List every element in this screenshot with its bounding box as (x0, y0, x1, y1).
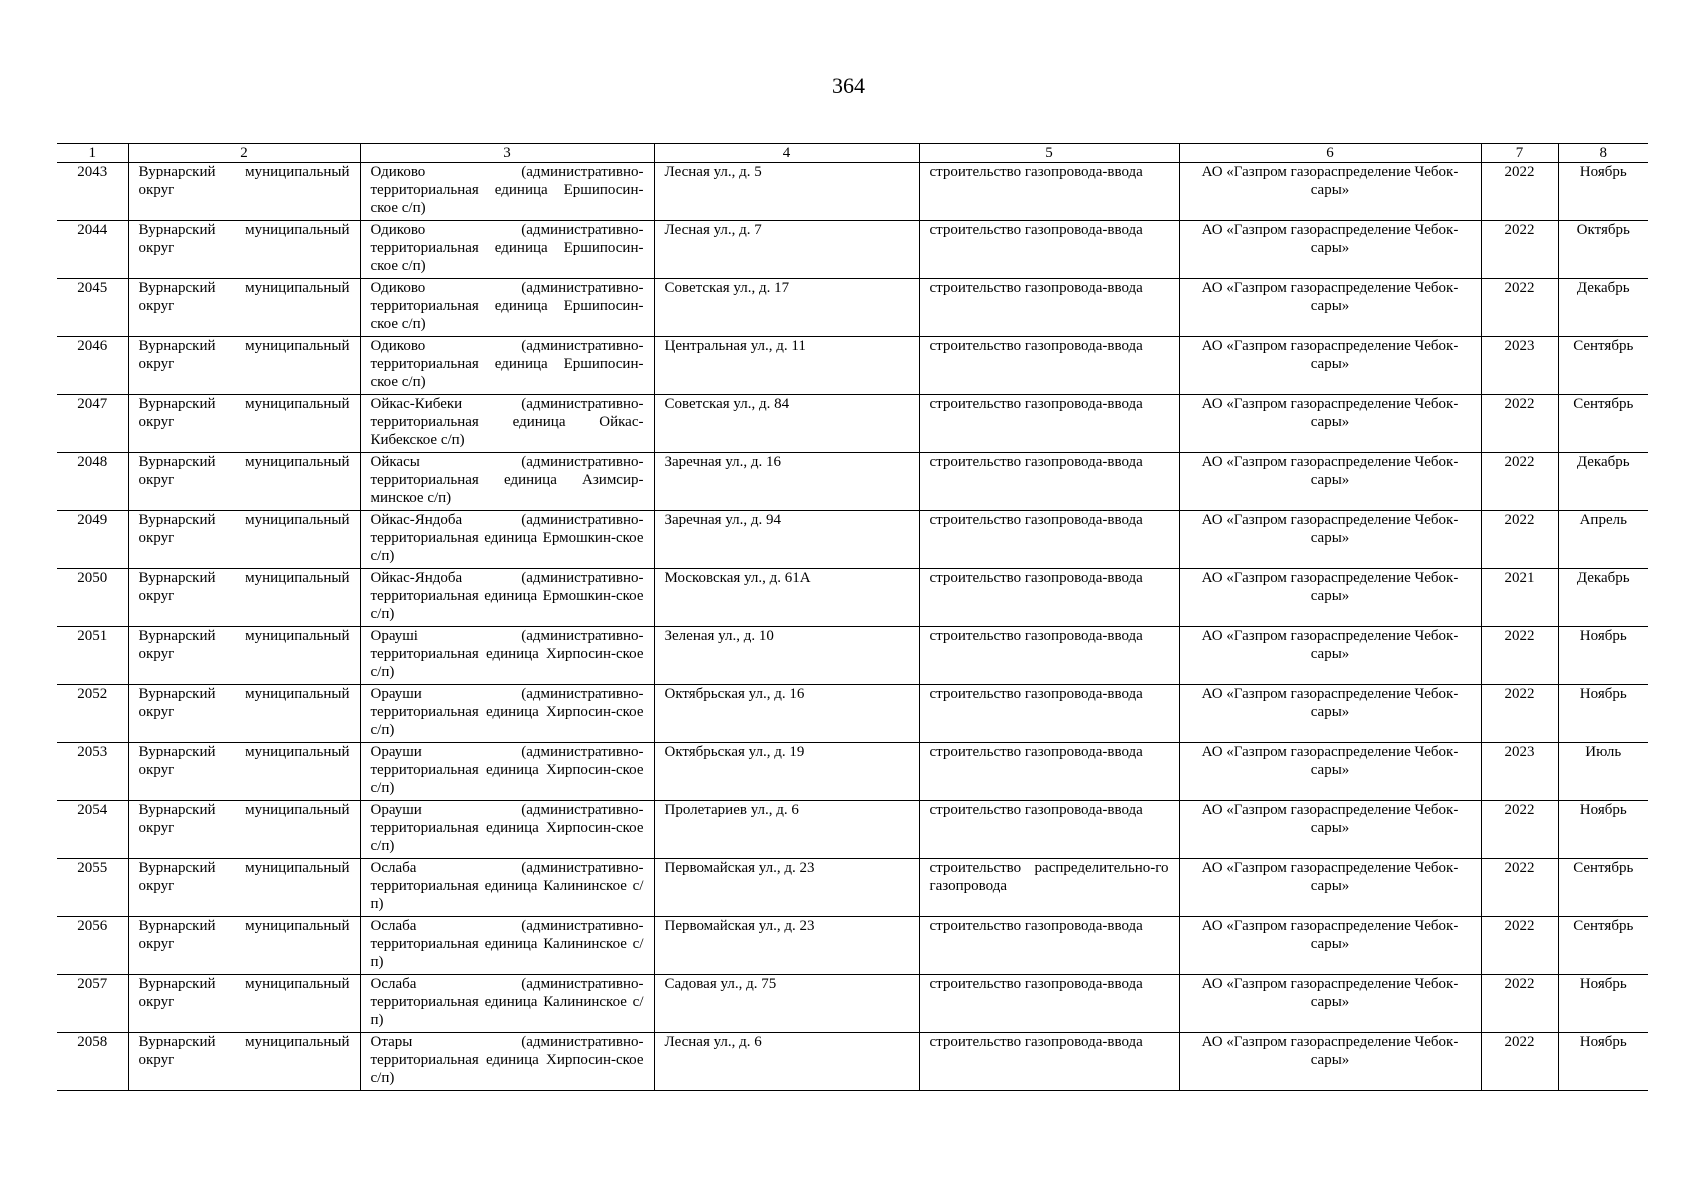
month-cell: Декабрь (1558, 453, 1648, 511)
row-number: 2054 (57, 801, 128, 859)
table-body (57, 163, 1648, 1091)
year-cell: 2022 (1481, 395, 1558, 453)
work-type-cell: строительство газопровода-ввода (919, 569, 1179, 627)
year-cell: 2022 (1481, 859, 1558, 917)
year-cell: 2022 (1481, 1033, 1558, 1091)
organization-cell: АО «Газпром газораспределение Чебок-сары» (1179, 453, 1481, 511)
work-type-cell: строительство газопровода-ввода (919, 743, 1179, 801)
locality-cell: Одиково (административно-территориальная единица Ершипосин-ское с/п) (360, 337, 654, 395)
work-type-cell: строительство газопровода-ввода (919, 975, 1179, 1033)
address-cell: Первомайская ул., д. 23 (654, 859, 919, 917)
address-cell: Лесная ул., д. 5 (654, 163, 919, 221)
address-cell: Пролетариев ул., д. 6 (654, 801, 919, 859)
work-type-cell: строительство газопровода-ввода (919, 453, 1179, 511)
locality-cell: Ойкас-Яндоба (административно-территориальная единица Ермошкин-ское с/п) (360, 569, 654, 627)
year-cell: 2022 (1481, 221, 1558, 279)
year-cell: 2022 (1481, 511, 1558, 569)
organization-cell: АО «Газпром газораспределение Чебок-сары» (1179, 801, 1481, 859)
table-row (57, 337, 1648, 395)
district-cell: Вурнарский муниципальный округ (128, 453, 360, 511)
row-number: 2049 (57, 511, 128, 569)
row-number: 2048 (57, 453, 128, 511)
row-number: 2055 (57, 859, 128, 917)
month-cell: Ноябрь (1558, 975, 1648, 1033)
organization-cell: АО «Газпром газораспределение Чебок-сары» (1179, 917, 1481, 975)
district-cell: Вурнарский муниципальный округ (128, 395, 360, 453)
district-cell: Вурнарский муниципальный округ (128, 511, 360, 569)
year-cell: 2022 (1481, 627, 1558, 685)
row-number: 2052 (57, 685, 128, 743)
column-header: 5 (919, 144, 1179, 163)
work-type-cell: строительство газопровода-ввода (919, 917, 1179, 975)
organization-cell: АО «Газпром газораспределение Чебок-сары» (1179, 975, 1481, 1033)
district-cell: Вурнарский муниципальный округ (128, 221, 360, 279)
column-header: 3 (360, 144, 654, 163)
month-cell: Ноябрь (1558, 163, 1648, 221)
work-type-cell: строительство газопровода-ввода (919, 627, 1179, 685)
month-cell: Ноябрь (1558, 1033, 1648, 1091)
locality-cell: Ослаба (административно-территориальная единица Калининское с/п) (360, 975, 654, 1033)
table-row (57, 453, 1648, 511)
year-cell: 2021 (1481, 569, 1558, 627)
month-cell: Сентябрь (1558, 337, 1648, 395)
district-cell: Вурнарский муниципальный округ (128, 279, 360, 337)
locality-cell: Отары (административно-территориальная единица Хирпосин-ское с/п) (360, 1033, 654, 1091)
table-row (57, 395, 1648, 453)
locality-cell: Одиково (административно-территориальная единица Ершипосин-ское с/п) (360, 163, 654, 221)
district-cell: Вурнарский муниципальный округ (128, 163, 360, 221)
month-cell: Декабрь (1558, 279, 1648, 337)
table-row (57, 221, 1648, 279)
row-number: 2051 (57, 627, 128, 685)
work-type-cell: строительство газопровода-ввода (919, 801, 1179, 859)
address-cell: Лесная ул., д. 7 (654, 221, 919, 279)
column-header: 4 (654, 144, 919, 163)
year-cell: 2022 (1481, 917, 1558, 975)
locality-cell: Одиково (административно-территориальная единица Ершипосин-ское с/п) (360, 221, 654, 279)
locality-cell: Ойкас-Яндоба (административно-территориальная единица Ермошкин-ское с/п) (360, 511, 654, 569)
locality-cell: Ослаба (административно-территориальная единица Калининское с/п) (360, 859, 654, 917)
month-cell: Июль (1558, 743, 1648, 801)
month-cell: Декабрь (1558, 569, 1648, 627)
address-cell: Садовая ул., д. 75 (654, 975, 919, 1033)
district-cell: Вурнарский муниципальный округ (128, 685, 360, 743)
gasification-table (57, 143, 1648, 1091)
row-number: 2043 (57, 163, 128, 221)
organization-cell: АО «Газпром газораспределение Чебок-сары» (1179, 859, 1481, 917)
organization-cell: АО «Газпром газораспределение Чебок-сары» (1179, 627, 1481, 685)
work-type-cell: строительство распределительно-го газопровода (919, 859, 1179, 917)
row-number: 2053 (57, 743, 128, 801)
organization-cell: АО «Газпром газораспределение Чебок-сары» (1179, 163, 1481, 221)
table-row (57, 627, 1648, 685)
locality-cell: Орауши (административно-территориальная единица Хирпосин-ское с/п) (360, 801, 654, 859)
year-cell: 2022 (1481, 453, 1558, 511)
organization-cell: АО «Газпром газораспределение Чебок-сары» (1179, 337, 1481, 395)
month-cell: Апрель (1558, 511, 1648, 569)
row-number: 2044 (57, 221, 128, 279)
row-number: 2057 (57, 975, 128, 1033)
address-cell: Октябрьская ул., д. 19 (654, 743, 919, 801)
month-cell: Ноябрь (1558, 627, 1648, 685)
work-type-cell: строительство газопровода-ввода (919, 1033, 1179, 1091)
row-number: 2045 (57, 279, 128, 337)
locality-cell: Орауши (административно-территориальная единица Хирпосин-ское с/п) (360, 685, 654, 743)
year-cell: 2022 (1481, 279, 1558, 337)
month-cell: Ноябрь (1558, 801, 1648, 859)
year-cell: 2023 (1481, 743, 1558, 801)
row-number: 2050 (57, 569, 128, 627)
locality-cell: Ойкасы (административно-территориальная единица Азимсир-минское с/п) (360, 453, 654, 511)
work-type-cell: строительство газопровода-ввода (919, 511, 1179, 569)
work-type-cell: строительство газопровода-ввода (919, 221, 1179, 279)
table-row (57, 1033, 1648, 1091)
organization-cell: АО «Газпром газораспределение Чебок-сары» (1179, 1033, 1481, 1091)
column-header: 7 (1481, 144, 1558, 163)
table-row (57, 511, 1648, 569)
address-cell: Октябрьская ул., д. 16 (654, 685, 919, 743)
column-header: 2 (128, 144, 360, 163)
locality-cell: Ослаба (административно-территориальная единица Калининское с/п) (360, 917, 654, 975)
work-type-cell: строительство газопровода-ввода (919, 395, 1179, 453)
address-cell: Первомайская ул., д. 23 (654, 917, 919, 975)
month-cell: Сентябрь (1558, 917, 1648, 975)
organization-cell: АО «Газпром газораспределение Чебок-сары» (1179, 743, 1481, 801)
year-cell: 2023 (1481, 337, 1558, 395)
organization-cell: АО «Газпром газораспределение Чебок-сары» (1179, 395, 1481, 453)
organization-cell: АО «Газпром газораспределение Чебок-сары» (1179, 511, 1481, 569)
organization-cell: АО «Газпром газораспределение Чебок-сары» (1179, 685, 1481, 743)
work-type-cell: строительство газопровода-ввода (919, 279, 1179, 337)
district-cell: Вурнарский муниципальный округ (128, 975, 360, 1033)
address-cell: Заречная ул., д. 16 (654, 453, 919, 511)
table-row (57, 917, 1648, 975)
address-cell: Центральная ул., д. 11 (654, 337, 919, 395)
locality-cell: Орауши (административно-территориальная единица Хирпосин-ское с/п) (360, 743, 654, 801)
table-row (57, 859, 1648, 917)
table-row (57, 279, 1648, 337)
address-cell: Советская ул., д. 84 (654, 395, 919, 453)
organization-cell: АО «Газпром газораспределение Чебок-сары» (1179, 279, 1481, 337)
month-cell: Ноябрь (1558, 685, 1648, 743)
column-header: 1 (57, 144, 128, 163)
work-type-cell: строительство газопровода-ввода (919, 337, 1179, 395)
column-header: 6 (1179, 144, 1481, 163)
work-type-cell: строительство газопровода-ввода (919, 163, 1179, 221)
district-cell: Вурнарский муниципальный округ (128, 1033, 360, 1091)
year-cell: 2022 (1481, 801, 1558, 859)
year-cell: 2022 (1481, 163, 1558, 221)
address-cell: Московская ул., д. 61А (654, 569, 919, 627)
month-cell: Сентябрь (1558, 859, 1648, 917)
address-cell: Лесная ул., д. 6 (654, 1033, 919, 1091)
work-type-cell: строительство газопровода-ввода (919, 685, 1179, 743)
row-number: 2047 (57, 395, 128, 453)
district-cell: Вурнарский муниципальный округ (128, 569, 360, 627)
locality-cell: Одиково (административно-территориальная единица Ершипосин-ское с/п) (360, 279, 654, 337)
table-row (57, 685, 1648, 743)
row-number: 2056 (57, 917, 128, 975)
row-number: 2058 (57, 1033, 128, 1091)
header-row (57, 144, 1648, 163)
year-cell: 2022 (1481, 975, 1558, 1033)
column-header: 8 (1558, 144, 1648, 163)
table-row (57, 569, 1648, 627)
district-cell: Вурнарский муниципальный округ (128, 917, 360, 975)
locality-cell: Ойкас-Кибеки (административно-территориальная единица Ойкас-Кибекское с/п) (360, 395, 654, 453)
district-cell: Вурнарский муниципальный округ (128, 337, 360, 395)
organization-cell: АО «Газпром газораспределение Чебок-сары» (1179, 221, 1481, 279)
district-cell: Вурнарский муниципальный округ (128, 859, 360, 917)
district-cell: Вурнарский муниципальный округ (128, 743, 360, 801)
table-row (57, 743, 1648, 801)
table-row (57, 801, 1648, 859)
district-cell: Вурнарский муниципальный округ (128, 801, 360, 859)
month-cell: Октябрь (1558, 221, 1648, 279)
locality-cell: Ораушi (административно-территориальная единица Хирпосин-ское с/п) (360, 627, 654, 685)
row-number: 2046 (57, 337, 128, 395)
table-row (57, 163, 1648, 221)
address-cell: Зеленая ул., д. 10 (654, 627, 919, 685)
page-number: 364 (832, 73, 865, 98)
month-cell: Сентябрь (1558, 395, 1648, 453)
address-cell: Советская ул., д. 17 (654, 279, 919, 337)
district-cell: Вурнарский муниципальный округ (128, 627, 360, 685)
table-row (57, 975, 1648, 1033)
address-cell: Заречная ул., д. 94 (654, 511, 919, 569)
year-cell: 2022 (1481, 685, 1558, 743)
organization-cell: АО «Газпром газораспределение Чебок-сары» (1179, 569, 1481, 627)
